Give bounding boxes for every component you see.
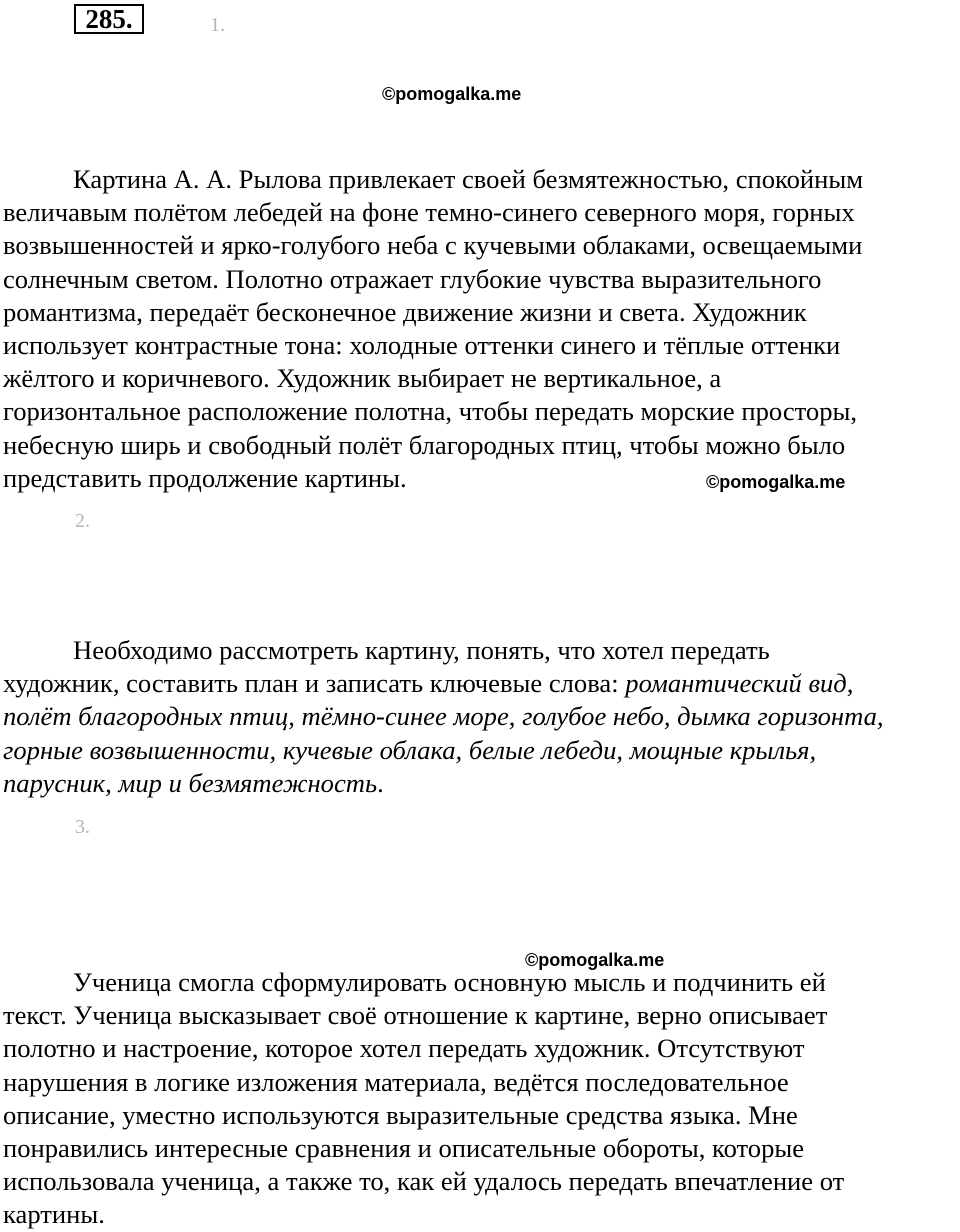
text-plain: . <box>377 767 384 798</box>
keywords-italic: парусник, мир и безмятежность <box>3 767 378 798</box>
item-number-3: 3. <box>75 816 90 838</box>
text-line: солнечным светом. Полотно отражает глубокие чувства выразительного <box>3 263 822 294</box>
text-line: Ученица смогла сформулировать основную мысль и подчинить ей <box>73 967 826 997</box>
watermark-3: ©pomogalka.me <box>525 950 665 970</box>
watermark-1: ©pomogalka.me <box>382 84 522 104</box>
item-number-2: 2. <box>75 510 90 532</box>
keywords-italic: полёт благородных птиц, тёмно-синее море, голубое небо, дымка горизонта, <box>3 701 884 732</box>
text-line: Необходимо рассмотреть картину, понять, что хотел передать <box>73 635 770 665</box>
text-line: возвышенностей и ярко-голубого неба с кучевыми облаками, освещаемыми <box>3 230 863 261</box>
answer-paragraph-3 <box>3 966 960 1232</box>
text-line: понравились интересные сравнения и описательные обороты, которые <box>3 1133 805 1164</box>
keywords-italic: романтический вид, <box>625 668 854 699</box>
text-plain: художник, составить план и записать ключевые слова: <box>3 668 626 699</box>
text-line <box>3 700 960 733</box>
text-line: текст. Ученица высказывает своё отношение к картине, верно описывает <box>3 1000 828 1031</box>
text-line: картины. <box>3 1199 105 1230</box>
text-line: величавым полётом лебедей на фоне темно-синего северного моря, горных <box>3 197 855 228</box>
text-line: использовала ученица, а также то, как ей удалось передать впечатление от <box>3 1166 845 1197</box>
text-line: полотно и настроение, которое хотел передать художник. Отсутствуют <box>3 1033 805 1064</box>
text-line: небесную ширь и свободный полёт благородных птиц, чтобы можно было <box>3 429 846 460</box>
text-line <box>3 734 960 767</box>
text-line: Картина А. А. Рылова привлекает своей безмятежностью, спокойным <box>73 164 864 194</box>
watermark-2: ©pomogalka.me <box>706 472 846 492</box>
answer-paragraph-1 <box>3 163 960 495</box>
text-line: представить продолжение картины. <box>3 462 407 493</box>
text-line <box>3 767 960 800</box>
text-line <box>3 667 960 700</box>
item-number-1: 1. <box>210 14 225 36</box>
answer-paragraph-2 <box>3 634 960 800</box>
text-line: жёлтого и коричневого. Художник выбирает не вертикальное, а <box>3 363 722 394</box>
text-line: использует контрастные тона: холодные оттенки синего и тёплые оттенки <box>3 330 841 361</box>
text-line: описание, уместно используются выразительные средства языка. Мне <box>3 1099 798 1130</box>
text-line: романтизма, передаёт бесконечное движение жизни и света. Художник <box>3 296 807 327</box>
task-number: 285. <box>74 4 144 34</box>
keywords-italic: горные возвышенности, кучевые облака, белые лебеди, мощные крылья, <box>3 734 817 765</box>
text-line: нарушения в логике изложения материала, ведётся последовательное <box>3 1066 789 1097</box>
text-line: горизонтальное расположение полотна, чтобы передать морские просторы, <box>3 396 858 427</box>
